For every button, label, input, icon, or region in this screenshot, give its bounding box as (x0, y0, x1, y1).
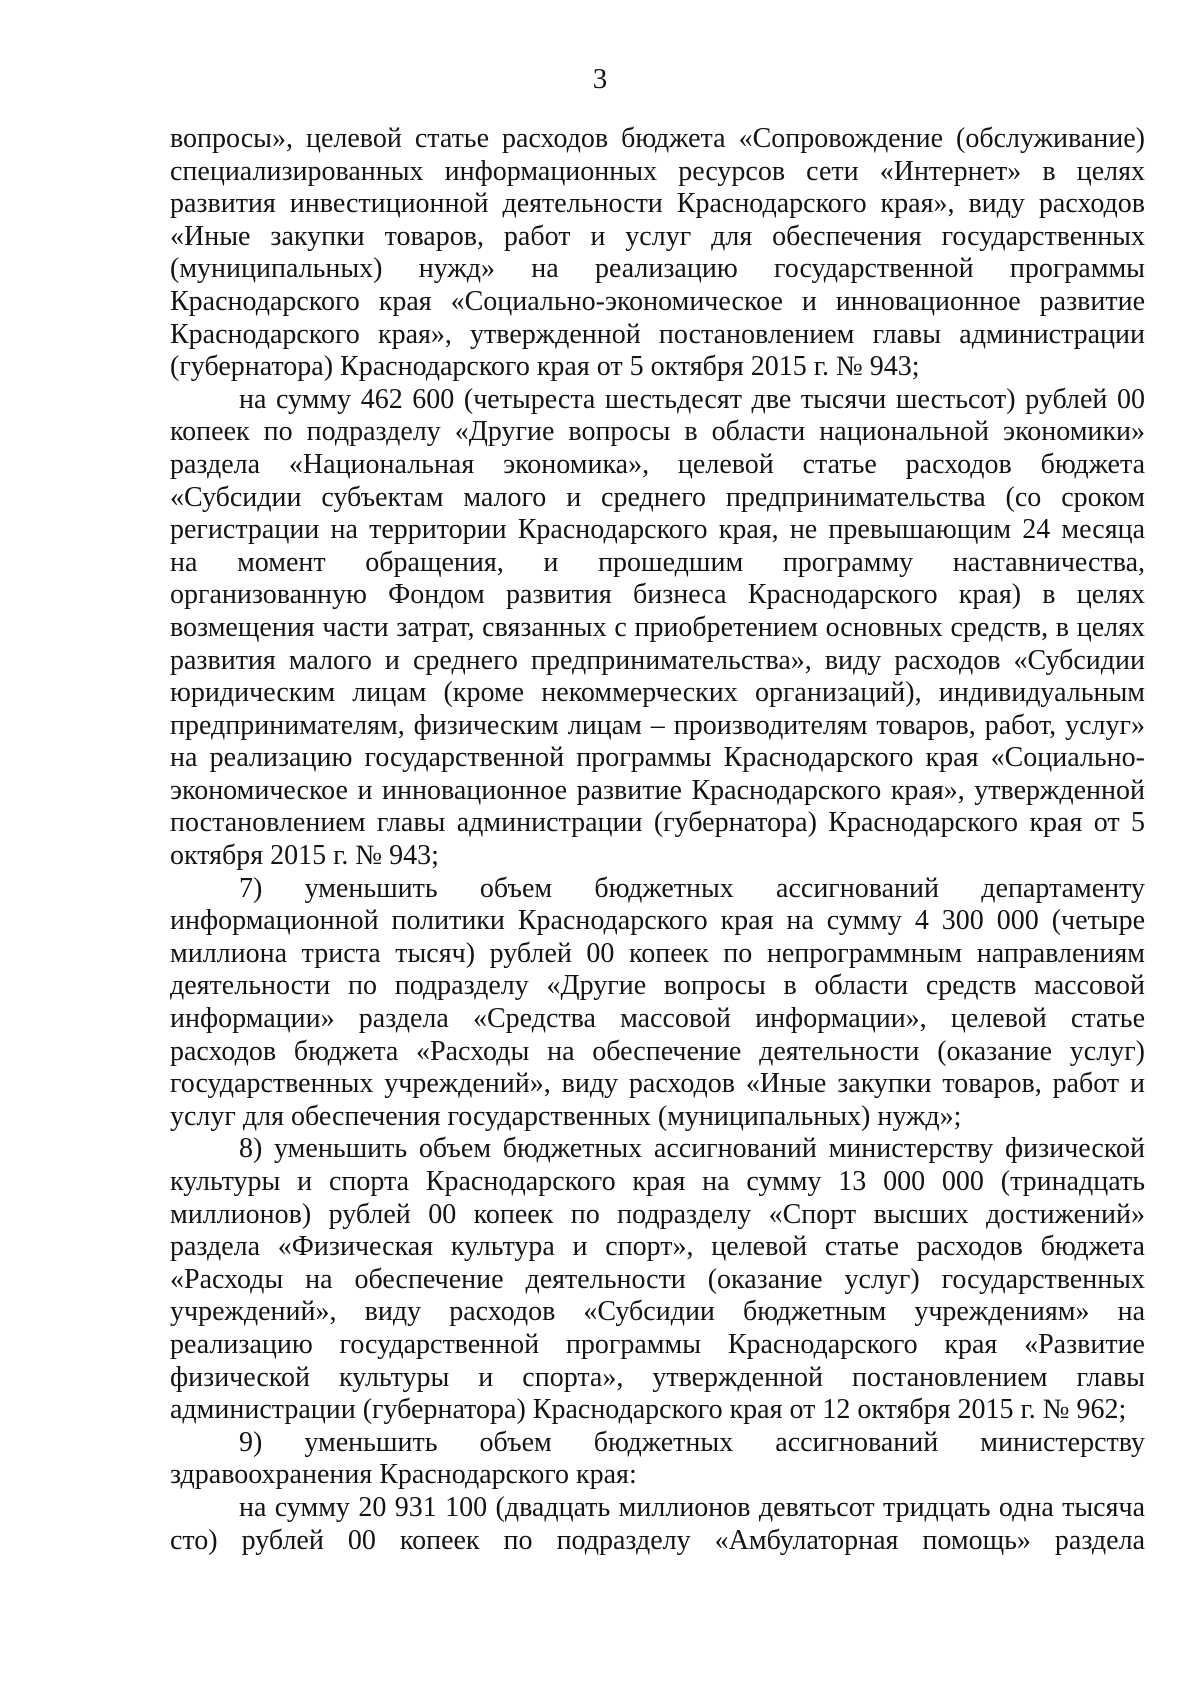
paragraph-item-8: 8) уменьшить объем бюджетных ассигнований министерству физической культуры и спорта Краснодарского края на сумму 13 000 000 (тринадцать миллионов) рублей 00 копеек по подразделу «Спорт высших достижений» раздела «Физическая культура и спорт», целевой статье расходов бюджета «Расходы на обеспечение деятельности (оказание услуг) государственных учреждений», виду расходов «Субсидии бюджетным учреждениям» на реализацию государственной программы Краснодарского края «Развитие физической культуры и спорта», утвержденной постановлением главы администрации (губернатора) Краснодарского края от 12 октября 2015 г. № 962; (170, 1133, 1145, 1426)
paragraph-continuation: вопросы», целевой статье расходов бюджета «Сопровождение (обслуживание) специализированных информационных ресурсов сети «Интернет» в целях развития инвестиционной деятельности Краснодарского края», виду расходов «Иные закупки товаров, работ и услуг для обеспечения государственных (муниципальных) нужд» на реализацию государственной программы Краснодарского края «Социально-экономическое и инновационное развитие Краснодарского края», утвержденной постановлением главы администрации (губернатора) Краснодарского края от 5 октября 2015 г. № 943; (170, 123, 1145, 383)
paragraph-subsidy-sum: на сумму 462 600 (четыреста шестьдесят две тысячи шестьсот) рублей 00 копеек по подразделу «Другие вопросы в области национальной экономики» раздела «Национальная экономика», целевой статье расходов бюджета «Субсидии субъектам малого и среднего предпринимательства (со сроком регистрации на территории Краснодарского края, не превышающим 24 месяца на момент обращения, и прошедшим программу наставничества, организованную Фондом развития бизнеса Краснодарского края) в целях возмещения части затрат, связанных с приобретением основных средств, в целях развития малого и среднего предпринимательства», виду расходов «Субсидии юридическим лицам (кроме некоммерческих организаций), индивидуальным предпринимателям, физическим лицам – производителям товаров, работ, услуг» на реализацию государственной программы Краснодарского края «Социально-экономическое и инновационное развитие Краснодарского края», утвержденной постановлением главы администрации (губернатора) Краснодарского края от 5 октября 2015 г. № 943; (170, 383, 1145, 872)
document-body (170, 123, 1145, 1557)
paragraph-item-9: 9) уменьшить объем бюджетных ассигнований министерству здравоохранения Краснодарского края: (170, 1426, 1145, 1491)
page-number: 3 (592, 63, 608, 95)
paragraph-healthcare-sum: на сумму 20 931 100 (двадцать миллионов девятьсот тридцать одна тысяча сто) рублей 00 копеек по подразделу «Амбулаторная помощь» раздела (170, 1491, 1145, 1556)
paragraph-item-7: 7) уменьшить объем бюджетных ассигнований департаменту информационной политики Краснодарского края на сумму 4 300 000 (четыре миллиона триста тысяч) рублей 00 копеек по непрограммным направлениям деятельности по подразделу «Другие вопросы в области средств массовой информации» раздела «Средства массовой информации», целевой статье расходов бюджета «Расходы на обеспечение деятельности (оказание услуг) государственных учреждений», виду расходов «Иные закупки товаров, работ и услуг для обеспечения государственных (муниципальных) нужд»; (170, 872, 1145, 1132)
